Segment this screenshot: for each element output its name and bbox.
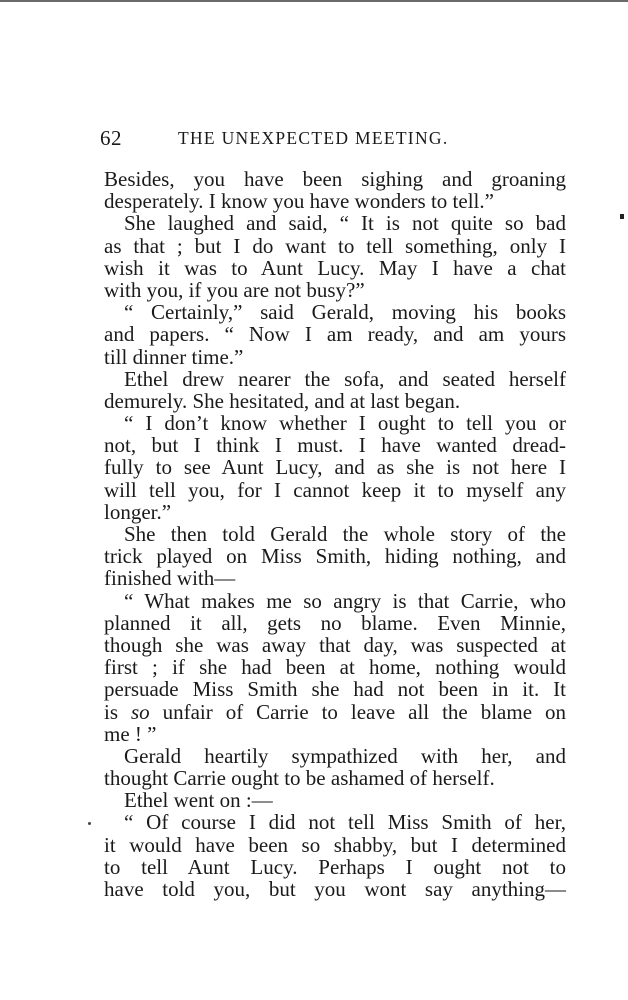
text-line: till dinner time.” xyxy=(104,344,244,369)
text-line: to tell Aunt Lucy. Perhaps I ought not to xyxy=(104,854,566,879)
text-line: “ What makes me so angry is that Carrie, who xyxy=(124,588,566,613)
text-line: Ethel went on :— xyxy=(124,788,273,813)
body-text xyxy=(104,168,566,900)
running-title: THE UNEXPECTED MEETING. xyxy=(178,128,449,148)
text-line: Gerald heartily sympathized with her, and xyxy=(124,743,566,768)
margin-mark xyxy=(620,214,624,219)
text-line: demurely. She hesitated, and at last began. xyxy=(104,388,461,413)
page-number: 62 xyxy=(100,126,122,150)
text-line: though she was away that day, was suspected at xyxy=(104,632,566,657)
text-line: is so unfair of Carrie to leave all the blame on xyxy=(104,699,566,724)
text-line: it would have been so shabby, but I determined xyxy=(104,832,566,857)
text-line: not, but I think I must. I have wanted dread- xyxy=(104,433,566,458)
text-line: “ I don’t know whether I ought to tell you or xyxy=(124,411,566,436)
text-line: Besides, you have been sighing and groaning xyxy=(104,167,566,191)
text-line: desperately. I know you have wonders to tell.” xyxy=(104,189,494,214)
margin-dot xyxy=(88,822,91,825)
text-line: will tell you, for I cannot keep it to myself any xyxy=(104,477,566,502)
text-line: with you, if you are not busy?” xyxy=(104,277,365,302)
text-line: as that ; but I do want to tell something, only I xyxy=(104,233,566,258)
text-line: trick played on Miss Smith, hiding nothing, and xyxy=(104,544,566,569)
text-line: and papers. “ Now I am ready, and am yours xyxy=(104,322,566,347)
text-line: wish it was to Aunt Lucy. May I have a chat xyxy=(104,255,566,280)
text-line: “ Certainly,” said Gerald, moving his books xyxy=(124,300,566,325)
text-line: thought Carrie ought to be ashamed of herself. xyxy=(104,766,495,791)
text-line: She laughed and said, “ It is not quite so bad xyxy=(124,211,566,236)
text-line: Ethel drew nearer the sofa, and seated herself xyxy=(124,366,566,391)
top-rule xyxy=(0,0,628,2)
text-line: “ Of course I did not tell Miss Smith of her, xyxy=(124,810,566,835)
text-line: finished with— xyxy=(104,566,236,591)
text-line: longer.” xyxy=(104,499,172,524)
text-line: first ; if she had been at home, nothing would xyxy=(104,655,566,680)
text-line: have told you, but you wont say anything— xyxy=(104,877,566,901)
text-line: persuade Miss Smith she had not been in it. It xyxy=(104,677,566,702)
text-line: planned it all, gets no blame. Even Minnie, xyxy=(104,610,566,635)
text-line: She then told Gerald the whole story of the xyxy=(124,522,566,546)
page-header xyxy=(100,126,566,152)
text-line: me ! ” xyxy=(104,721,157,746)
text-line: fully to see Aunt Lucy, and as she is not here I xyxy=(104,455,566,480)
